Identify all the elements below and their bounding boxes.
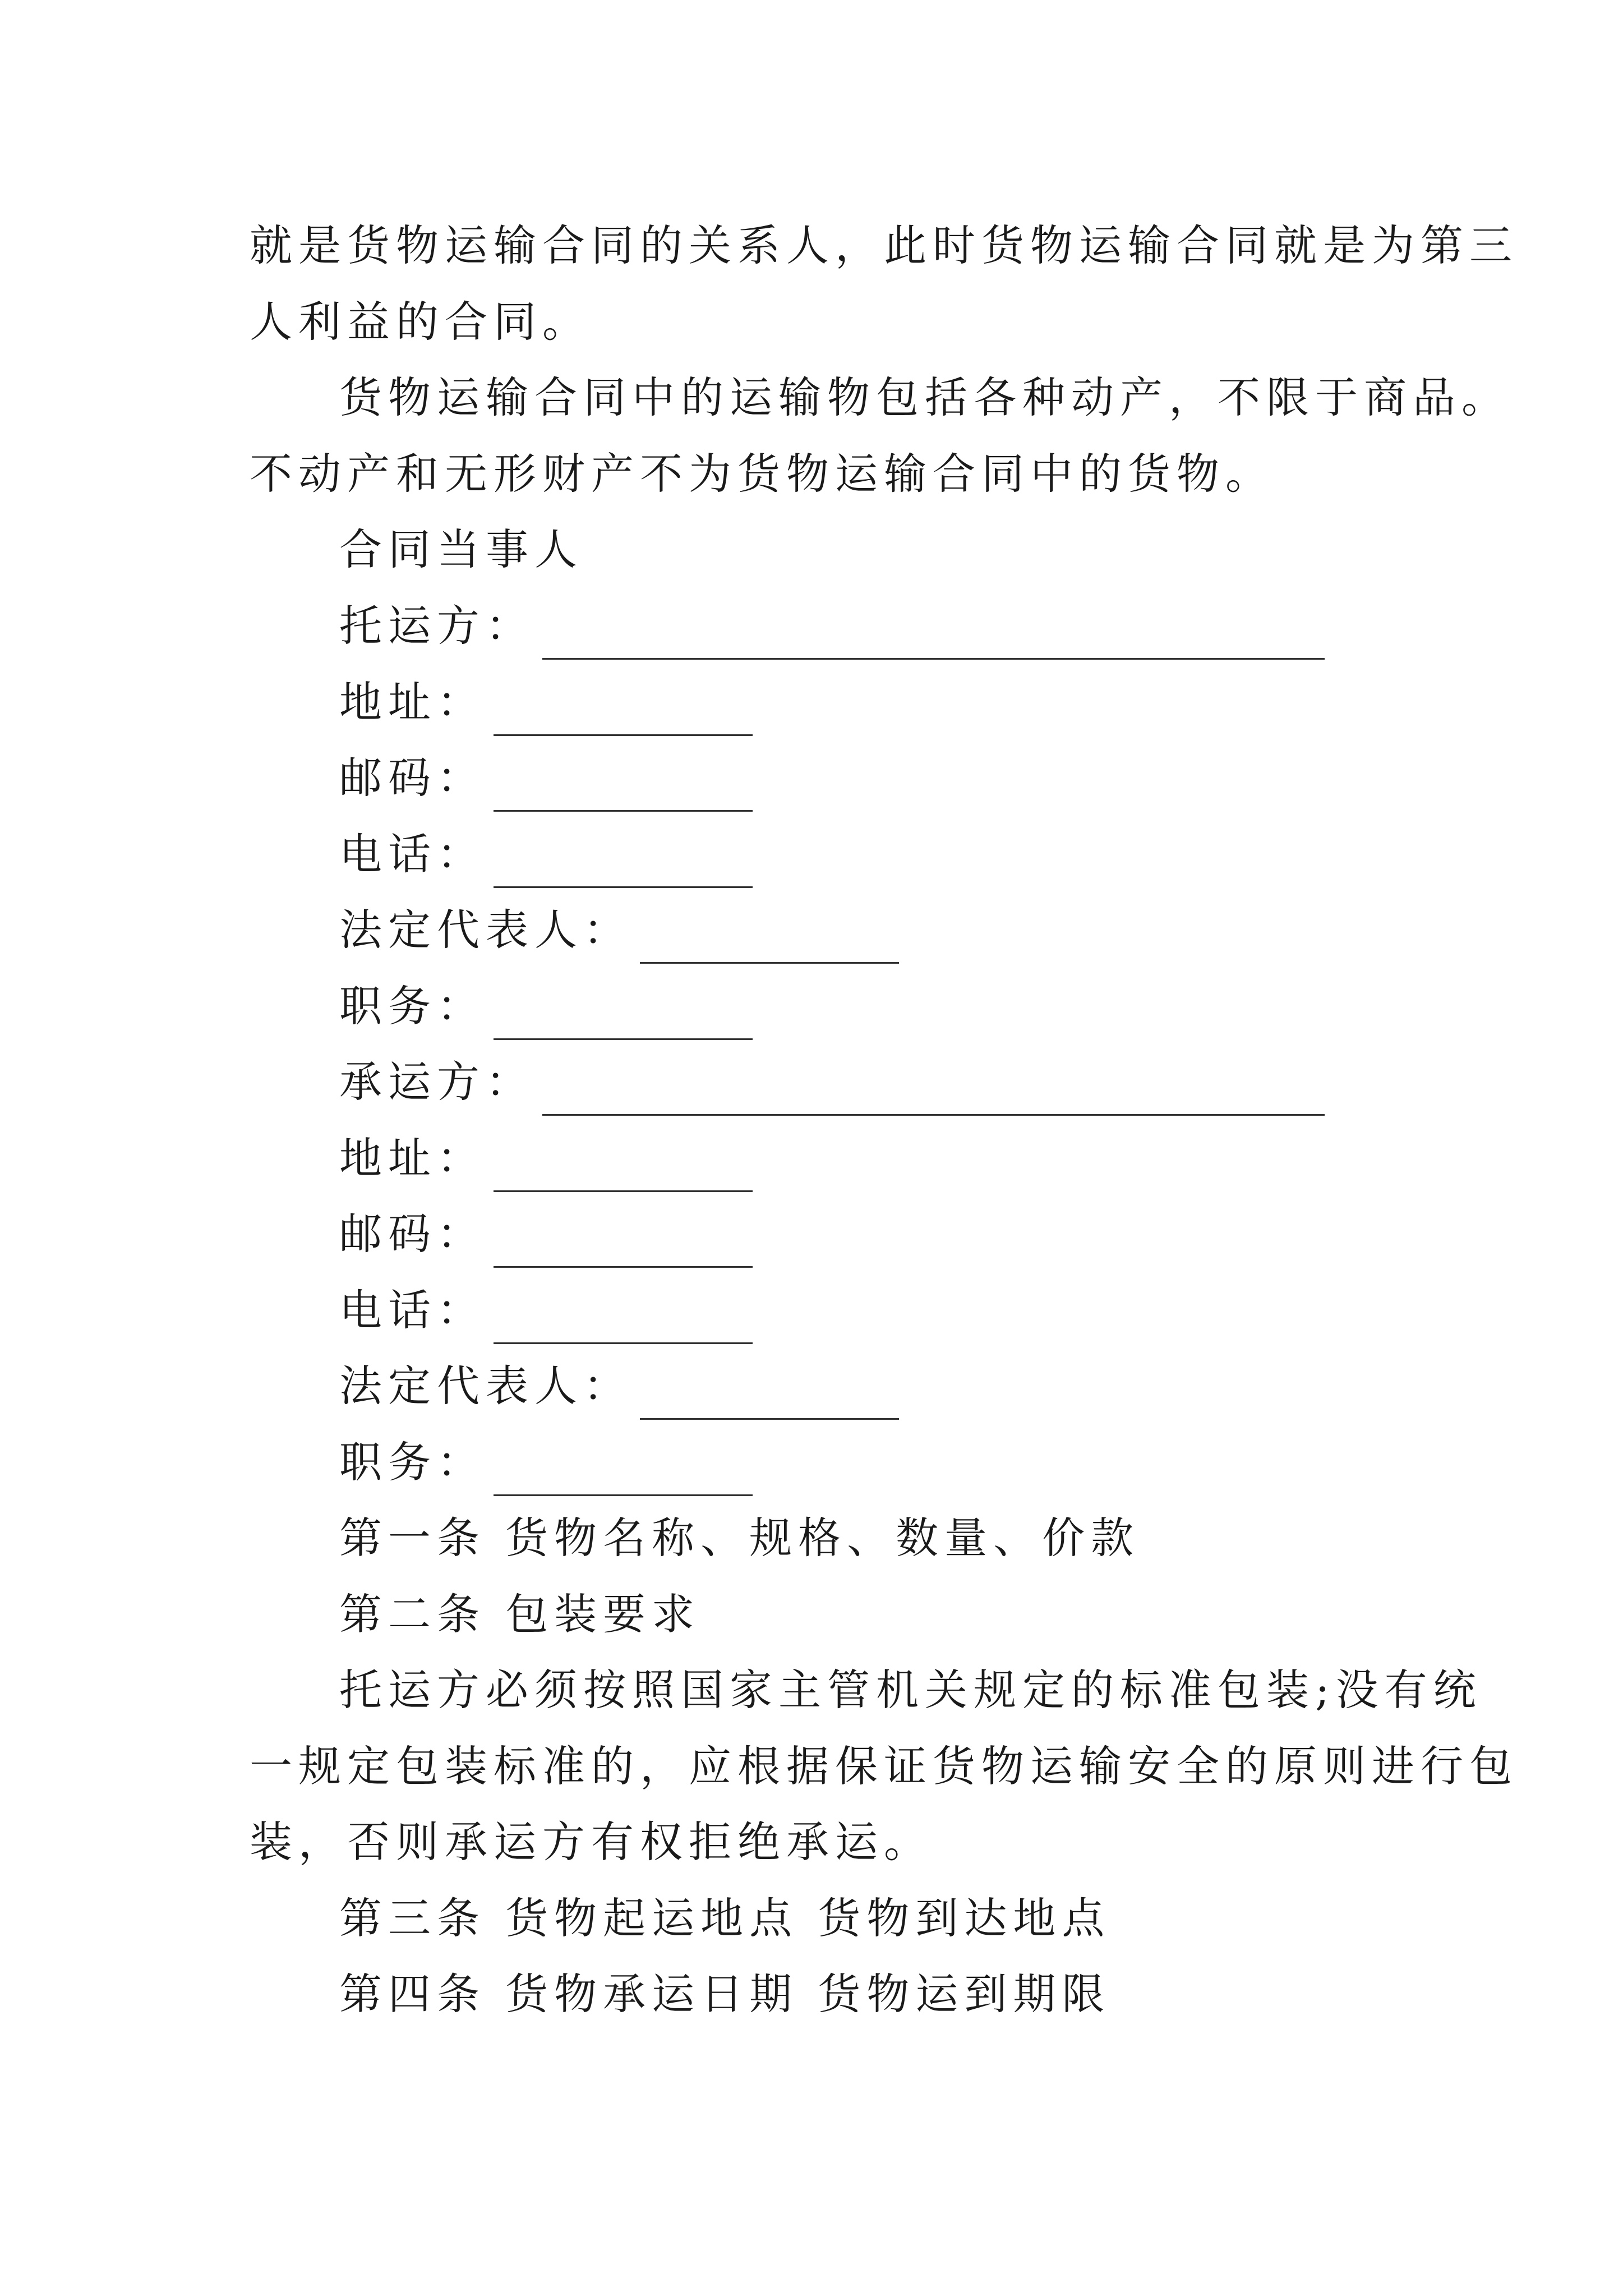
- carrier-address-field: [250, 1125, 753, 1192]
- article-heading: 第一条 货物名称、规格、数量、价款: [339, 1513, 1140, 1563]
- carrier-phone-blank[interactable]: [494, 1301, 753, 1344]
- field-label: 法定代表人：: [339, 1361, 632, 1411]
- shipper-blank[interactable]: [542, 616, 1325, 660]
- field-label: 职务：: [339, 981, 486, 1031]
- paragraph-line: 托运方必须按照国家主管机关规定的标准包装;没有统: [339, 1665, 1482, 1715]
- carrier-label: 承运方：: [339, 1057, 534, 1107]
- carrier-phone-field: [250, 1277, 753, 1344]
- field-label: 职务：: [339, 1437, 486, 1487]
- carrier-postcode-field: [250, 1200, 753, 1268]
- carrier-position-blank[interactable]: [494, 1453, 753, 1496]
- shipper-label: 托运方：: [339, 601, 534, 651]
- shipper-phone-blank[interactable]: [494, 845, 753, 888]
- paragraph-line: 一规定包装标准的，应根据保证货物运输安全的原则进行包: [250, 1741, 1518, 1791]
- shipper-position-field: [250, 973, 753, 1040]
- paragraph-line: 货物运输合同中的运输物包括各种动产，不限于商品。: [339, 372, 1510, 422]
- shipper-phone-field: [250, 821, 753, 888]
- field-label: 电话：: [339, 829, 486, 879]
- carrier-address-blank[interactable]: [494, 1149, 753, 1192]
- shipper-postcode-blank[interactable]: [494, 769, 753, 812]
- shipper-position-blank[interactable]: [494, 997, 753, 1040]
- paragraph-line: 装，否则承运方有权拒绝承运。: [250, 1817, 933, 1867]
- paragraph-line: 就是货物运输合同的关系人，此时货物运输合同就是为第三: [250, 220, 1518, 270]
- article-heading: 第四条 货物承运日期 货物运到期限: [339, 1969, 1111, 2019]
- carrier-position-field: [250, 1429, 753, 1496]
- field-label: 邮码：: [339, 1209, 486, 1259]
- paragraph-line: 人利益的合同。: [250, 297, 591, 347]
- carrier-legal-rep-field: [250, 1352, 899, 1420]
- carrier-postcode-blank[interactable]: [494, 1225, 753, 1268]
- shipper-field: [250, 592, 1325, 660]
- paragraph-line: 不动产和无形财产不为货物运输合同中的货物。: [250, 449, 1274, 499]
- field-label: 邮码：: [339, 753, 486, 803]
- field-label: 地址：: [339, 677, 486, 727]
- shipper-address-field: [250, 669, 753, 736]
- carrier-legal-rep-blank[interactable]: [640, 1377, 899, 1420]
- field-label: 法定代表人：: [339, 905, 632, 955]
- shipper-address-blank[interactable]: [494, 693, 753, 736]
- section-heading: 合同当事人: [339, 524, 583, 574]
- field-label: 电话：: [339, 1285, 486, 1335]
- article-heading: 第三条 货物起运地点 货物到达地点: [339, 1893, 1111, 1943]
- shipper-postcode-field: [250, 744, 753, 812]
- carrier-field: [250, 1048, 1325, 1116]
- carrier-blank[interactable]: [542, 1073, 1325, 1116]
- shipper-legal-rep-blank[interactable]: [640, 921, 899, 964]
- shipper-legal-rep-field: [250, 896, 899, 964]
- article-heading: 第二条 包装要求: [339, 1589, 701, 1639]
- field-label: 地址：: [339, 1133, 486, 1183]
